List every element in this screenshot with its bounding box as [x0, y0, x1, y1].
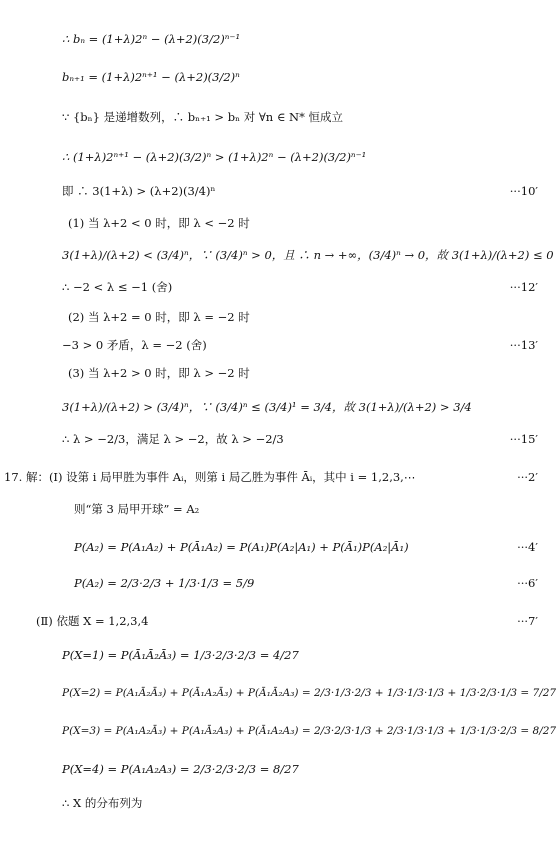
score-mark-13: ···13′	[509, 338, 538, 352]
score-mark-7: ···7′	[517, 614, 538, 628]
event-definition: 则“第 3 局甲开球” = A₂	[74, 502, 200, 516]
probability-value: P(A₂) = 2/3·2/3 + 1/3·1/3 = 5/9	[74, 576, 255, 590]
prob-x-3: P(X=3) = P(A₁A₂Ā₃) + P(A₁Ā₂A₃) + P(Ā₁A₂A₃) = 2/3·2/3·1/3 + 2/3·1/3·1/3 + 1/3·1/3·2/3 = 8/27	[62, 725, 557, 737]
prob-x-2: P(X=2) = P(A₁Ā₂Ā₃) + P(Ā₁A₂Ā₃) + P(Ā₁Ā₂A₃) = 2/3·1/3·2/3 + 1/3·1/3·1/3 + 1/3·2/3·1/3 = 7/27	[62, 687, 557, 699]
case-2-heading: (2) 当 λ+2 = 0 时，即 λ = −2 时	[68, 310, 250, 324]
case-1-result: ∴ −2 < λ ≤ −1 (舍)	[62, 280, 173, 294]
formula-bn: ∴ bₙ = (1+λ)2ⁿ − (λ+2)(3/2)ⁿ⁻¹	[62, 32, 241, 46]
case-3-derivation: 3(1+λ)/(λ+2) > (3/4)ⁿ，∵ (3/4)ⁿ ≤ (3/4)¹ = 3/4，故 3(1+λ)/(λ+2) > 3/4	[62, 400, 472, 414]
case-1-derivation: 3(1+λ)/(λ+2) < (3/4)ⁿ，∵ (3/4)ⁿ > 0，且 ∴ n → +∞，(3/4)ⁿ → 0，故 3(1+λ)/(λ+2) ≤ 0	[62, 248, 554, 262]
score-mark-4: ···4′	[517, 540, 538, 554]
problem-17-part-2: (Ⅱ) 依题 X = 1,2,3,4	[36, 614, 149, 628]
prob-x-4: P(X=4) = P(A₁A₂A₃) = 2/3·2/3·2/3 = 8/27	[62, 762, 299, 776]
inequality-expanded: ∴ (1+λ)2ⁿ⁺¹ − (λ+2)(3/2)ⁿ > (1+λ)2ⁿ − (λ+2)(3/2)ⁿ⁻¹	[62, 150, 367, 164]
score-mark-2: ···2′	[517, 470, 538, 484]
inequality-simplified: 即 ∴ 3(1+λ) > (λ+2)(3/4)ⁿ	[62, 184, 216, 198]
score-mark-12: ···12′	[509, 280, 538, 294]
problem-17-part-1: 17. 解：(Ⅰ) 设第 i 局甲胜为事件 Aᵢ，则第 i 局乙胜为事件 Āᵢ，其中 i = 1,2,3,⋯	[4, 470, 416, 484]
statement-increasing-sequence: ∵ {bₙ} 是递增数列，∴ bₙ₊₁ > bₙ 对 ∀n ∈ N* 恒成立	[62, 110, 344, 124]
score-mark-10: ···10′	[509, 184, 538, 198]
case-2-result: −3 > 0 矛盾，λ = −2 (舍)	[62, 338, 207, 352]
distribution-heading: ∴ X 的分布列为	[62, 796, 143, 810]
probability-formula: P(A₂) = P(A₁A₂) + P(Ā₁A₂) = P(A₁)P(A₂|A₁) + P(Ā₁)P(A₂|Ā₁)	[74, 540, 409, 554]
score-mark-6: ···6′	[517, 576, 538, 590]
formula-bn-plus-1: bₙ₊₁ = (1+λ)2ⁿ⁺¹ − (λ+2)(3/2)ⁿ	[62, 70, 240, 84]
case-3-heading: (3) 当 λ+2 > 0 时，即 λ > −2 时	[68, 366, 250, 380]
prob-x-1: P(X=1) = P(Ā₁Ā₂Ā₃) = 1/3·2/3·2/3 = 4/27	[62, 648, 299, 662]
case-3-result: ∴ λ > −2/3，满足 λ > −2，故 λ > −2/3	[62, 432, 284, 446]
score-mark-15: ···15′	[509, 432, 538, 446]
case-1-heading: (1) 当 λ+2 < 0 时，即 λ < −2 时	[68, 216, 250, 230]
